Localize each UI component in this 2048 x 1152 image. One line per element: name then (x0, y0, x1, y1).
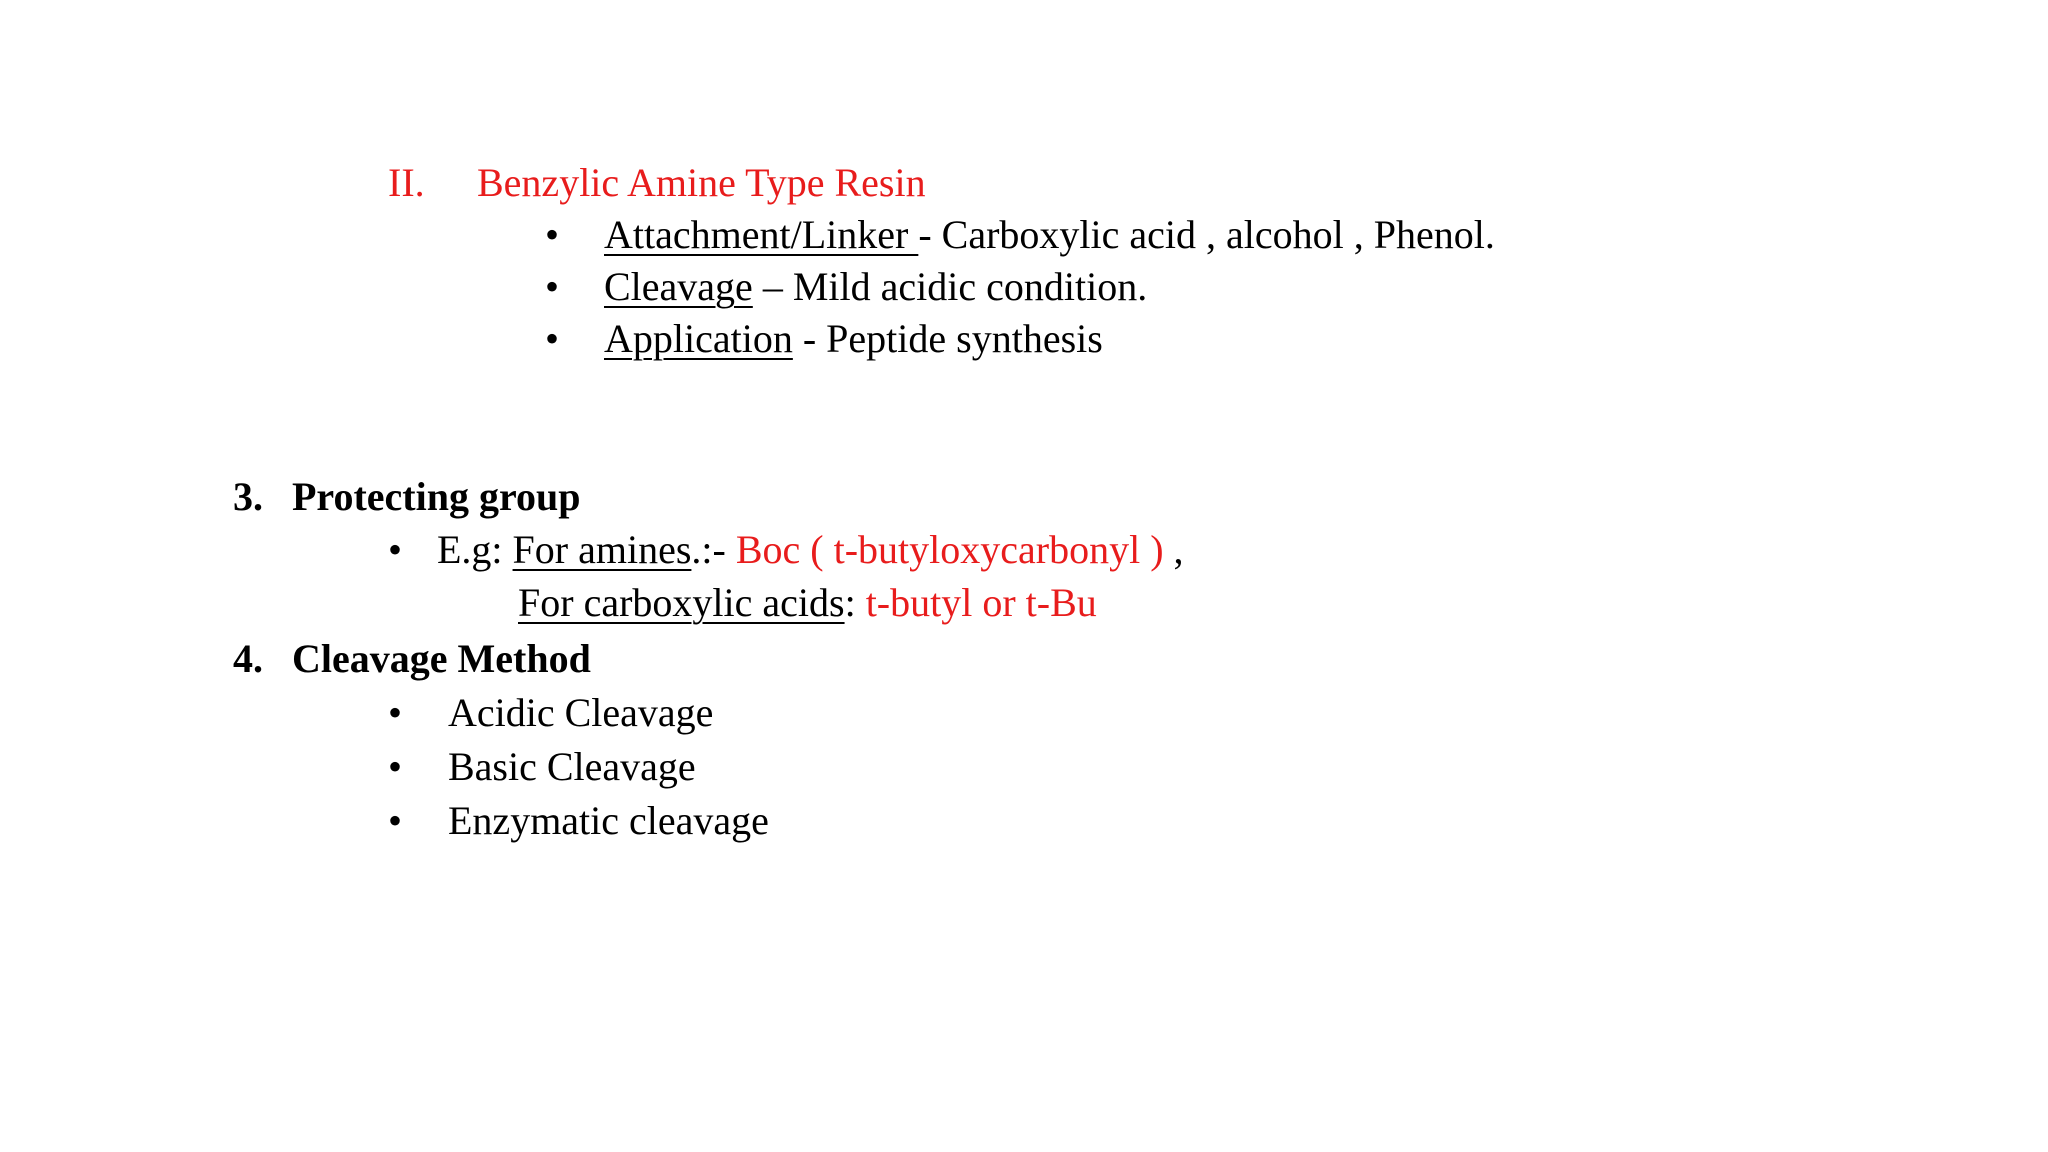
section-4-title: Cleavage Method (292, 636, 591, 681)
example-acids-line (518, 577, 1097, 629)
amines-separator: .:- (691, 527, 736, 572)
bullet-icon: • (388, 690, 403, 735)
cleavage-method-text: Acidic Cleavage (448, 690, 714, 735)
application-term: Application (604, 316, 793, 361)
section-4-number: 4. (233, 636, 263, 681)
section-ii-numeral: II. (388, 160, 425, 205)
cleavage-method-text: Enzymatic cleavage (448, 798, 769, 843)
bullet-icon: • (545, 212, 560, 257)
cleavage-term: Cleavage (604, 264, 753, 309)
section-3-title: Protecting group (292, 474, 581, 519)
amines-label: For amines (512, 527, 692, 572)
attachment-text: - Carboxylic acid , alcohol , Phenol. (918, 212, 1495, 257)
section-ii-title: Benzylic Amine Type Resin (477, 160, 926, 205)
acids-separator: : (844, 580, 866, 625)
cleavage-method-text: Basic Cleavage (448, 744, 696, 789)
bullet-icon: • (388, 798, 403, 843)
section-3-number: 3. (233, 474, 263, 519)
acids-label: For carboxylic acids (518, 580, 845, 625)
acids-value: t-butyl or t-Bu (865, 580, 1097, 625)
bullet-icon: • (388, 744, 403, 789)
attachment-term: Attachment/Linker (604, 212, 919, 257)
amines-value: Boc ( t-butyloxycarbonyl ) (735, 527, 1174, 572)
bullet-icon: • (545, 264, 560, 309)
amines-trail: , (1173, 527, 1184, 572)
eg-prefix: E.g: (437, 527, 513, 572)
application-text: - Peptide synthesis (792, 316, 1103, 361)
bullet-icon: • (388, 527, 403, 572)
cleavage-text: – Mild acidic condition. (752, 264, 1148, 309)
bullet-icon: • (545, 316, 560, 361)
